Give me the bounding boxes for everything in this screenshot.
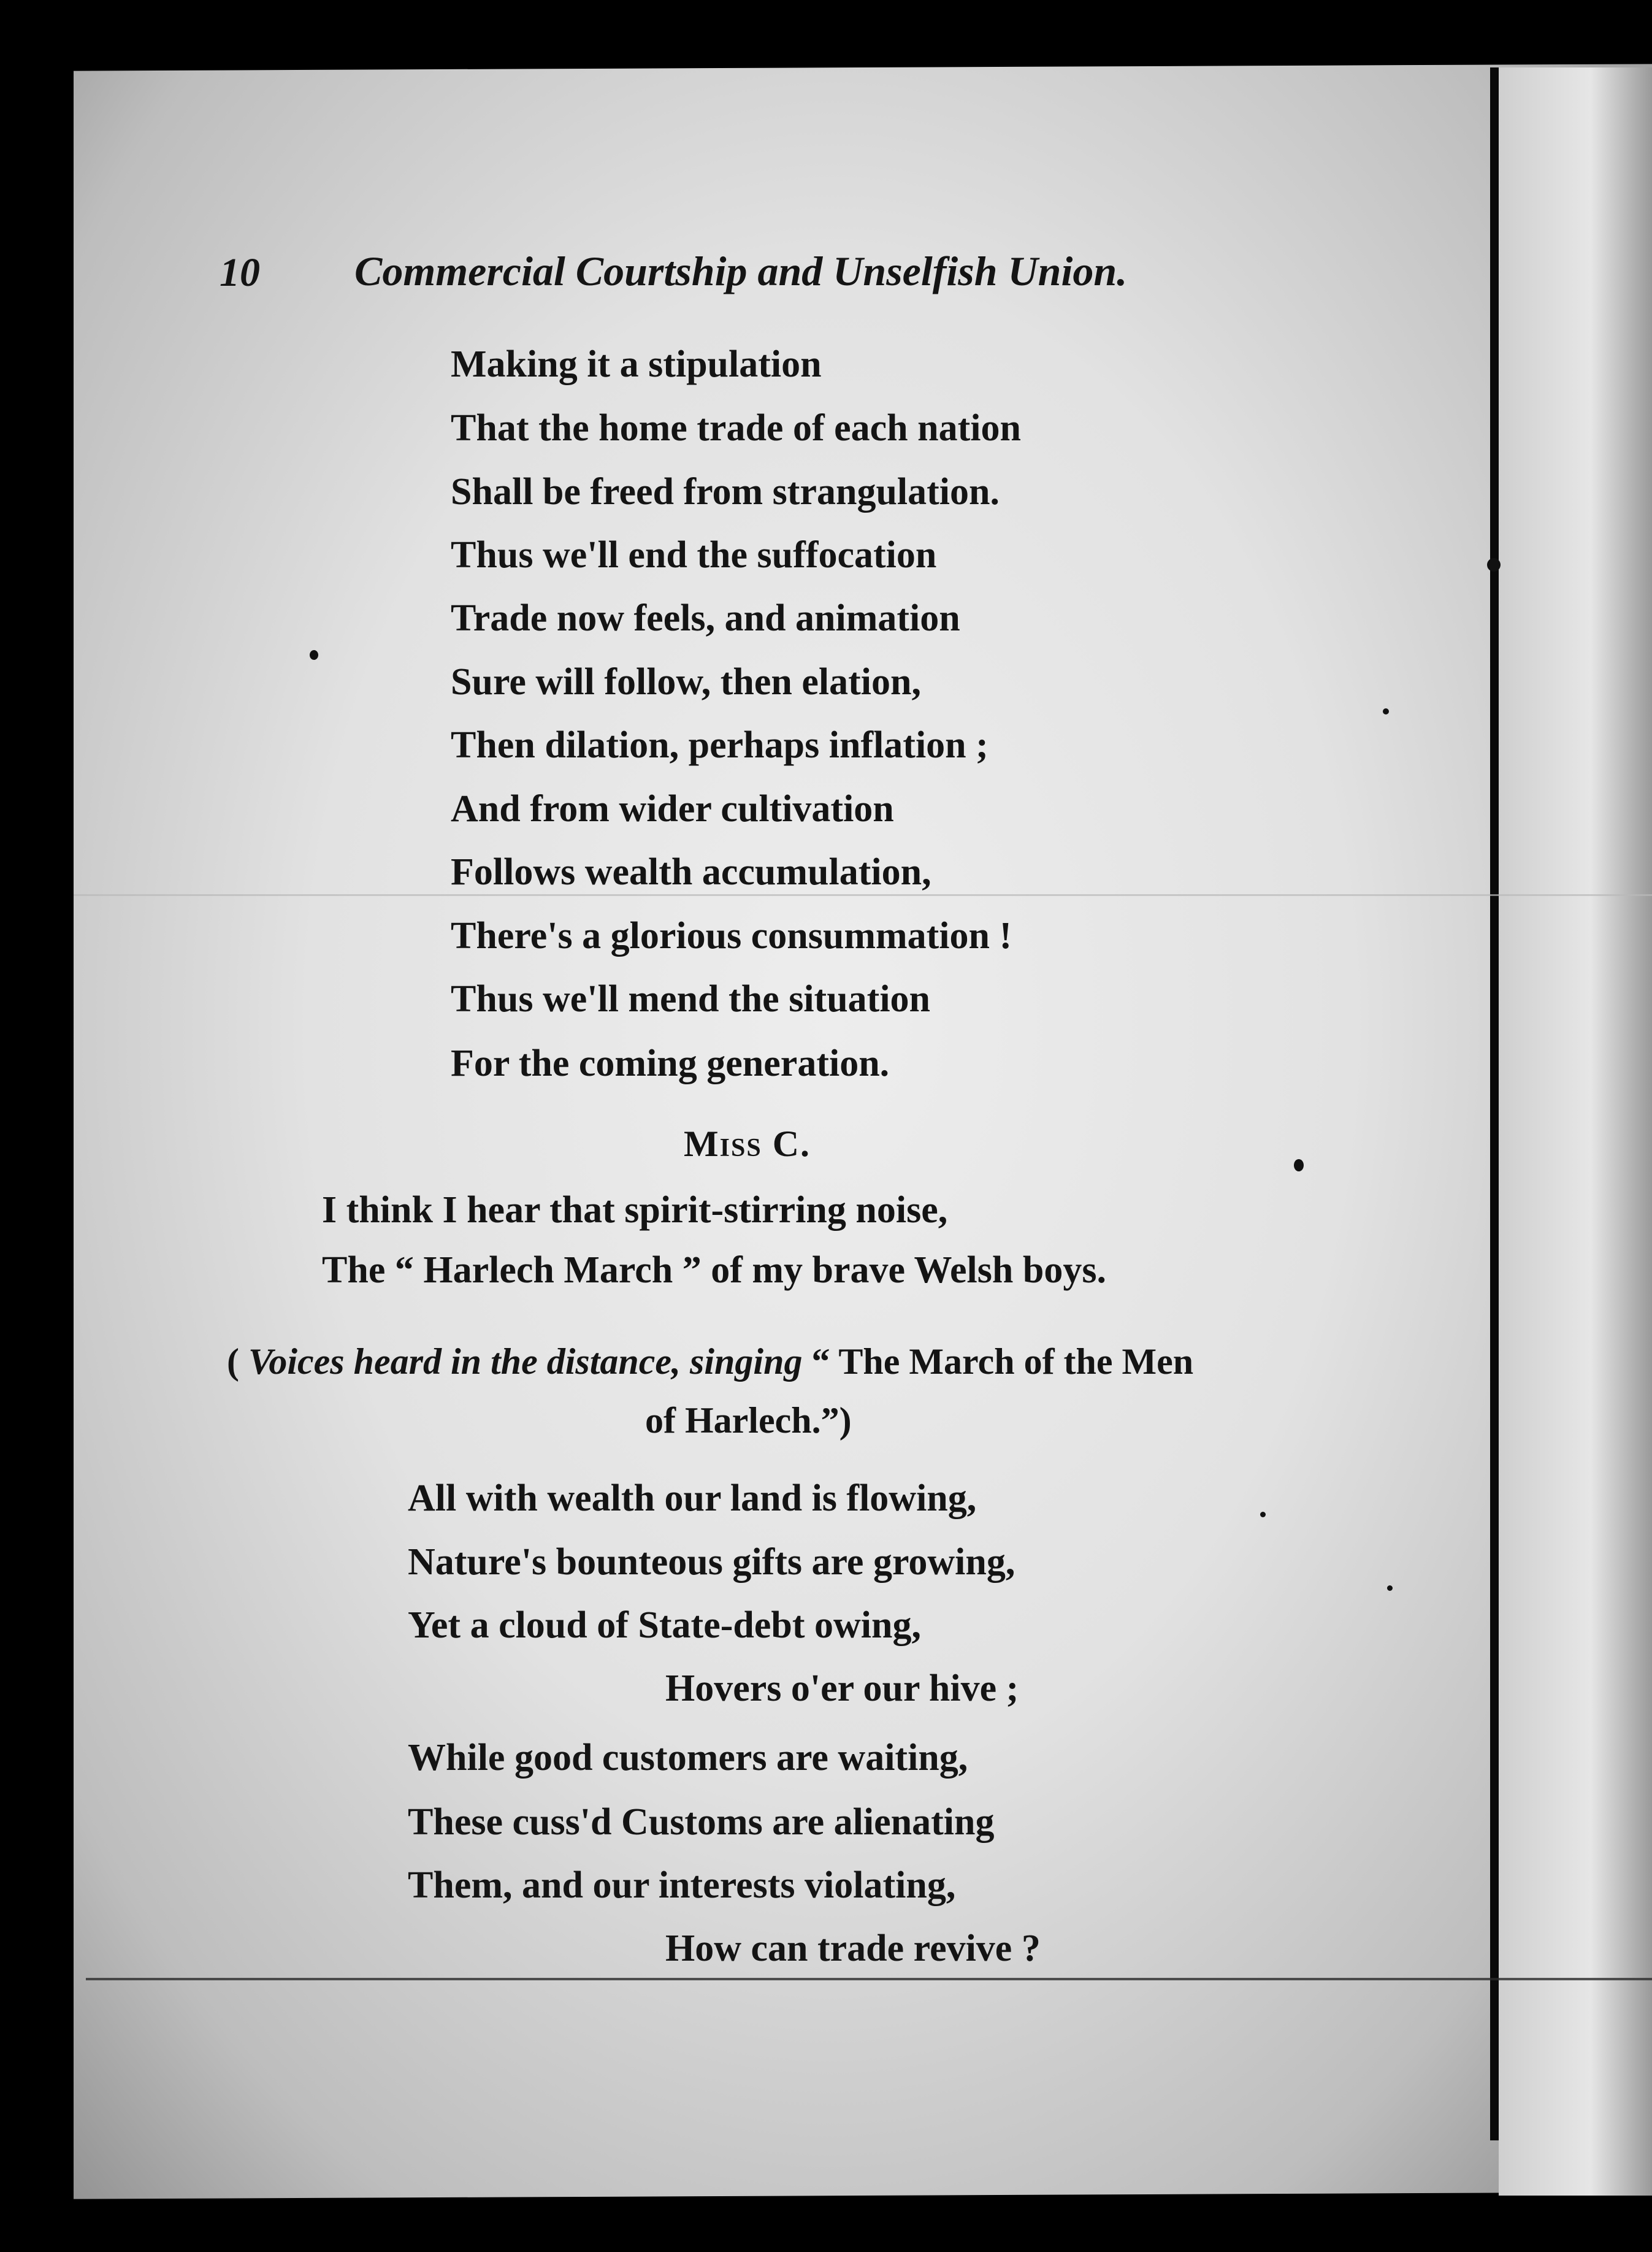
scan-artifact-line [74,894,1652,896]
song-line: Them, and our interests violating, [408,1864,956,1906]
song-line: Yet a cloud of State-debt owing, [408,1604,921,1646]
verse-line: Then dilation, perhaps inflation ; [451,724,989,766]
stage-direction-italic: Voices heard in the distance, singing [248,1341,803,1382]
song-line: While good customers are waiting, [408,1737,968,1779]
song-line: Nature's bounteous gifts are growing, [408,1541,1015,1583]
verse-line: Follows wealth accumulation, [451,851,931,893]
gutter-line [1490,67,1499,2140]
song-line-indented: Hovers o'er our hive ; [665,1668,1019,1709]
running-title: Commercial Courtship and Unselfish Union. [354,248,1128,294]
verse-line: That the home trade of each nation [451,407,1021,449]
stage-direction-roman: “ The March of the Men [811,1341,1194,1382]
stage-direction [227,1343,1193,1380]
speech-line: The “ Harlech March ” of my brave Welsh boys. [322,1249,1106,1291]
verse-line: Thus we'll end the suffocation [451,534,937,576]
scan-speck [1487,558,1501,572]
verse-line: Thus we'll mend the situation [451,978,931,1020]
verse-line: Trade now feels, and animation [451,597,960,639]
scan-speck [1387,1585,1393,1591]
verse-line: Making it a stipulation [451,343,822,385]
verse-line: And from wider cultivation [451,788,894,830]
song-line-indented: How can trade revive ? [665,1928,1041,1969]
verse-line: For the coming generation. [451,1043,890,1084]
stage-direction-continued: of Harlech.”) [645,1400,852,1441]
scan-artifact-rule [86,1978,1652,1980]
page-number: 10 [220,250,260,295]
scan-speck [1383,708,1389,714]
scan-speck [310,650,318,660]
stage-direction-paren: ( [227,1341,239,1382]
verse-line: Shall be freed from strangulation. [451,471,1000,513]
song-line: All with wealth our land is flowing, [408,1477,977,1519]
speech-line: I think I hear that spirit-stirring noise, [322,1189,948,1231]
verse-line: Sure will follow, then elation, [451,661,922,703]
verse-line: There's a glorious consummation ! [451,915,1012,957]
scan-speck [1294,1159,1304,1171]
scan-speck [1260,1512,1266,1517]
song-line: These cuss'd Customs are alienating [408,1801,995,1843]
facing-page-edge [1499,67,1652,2196]
speaker-name: Miss C. [684,1124,811,1164]
